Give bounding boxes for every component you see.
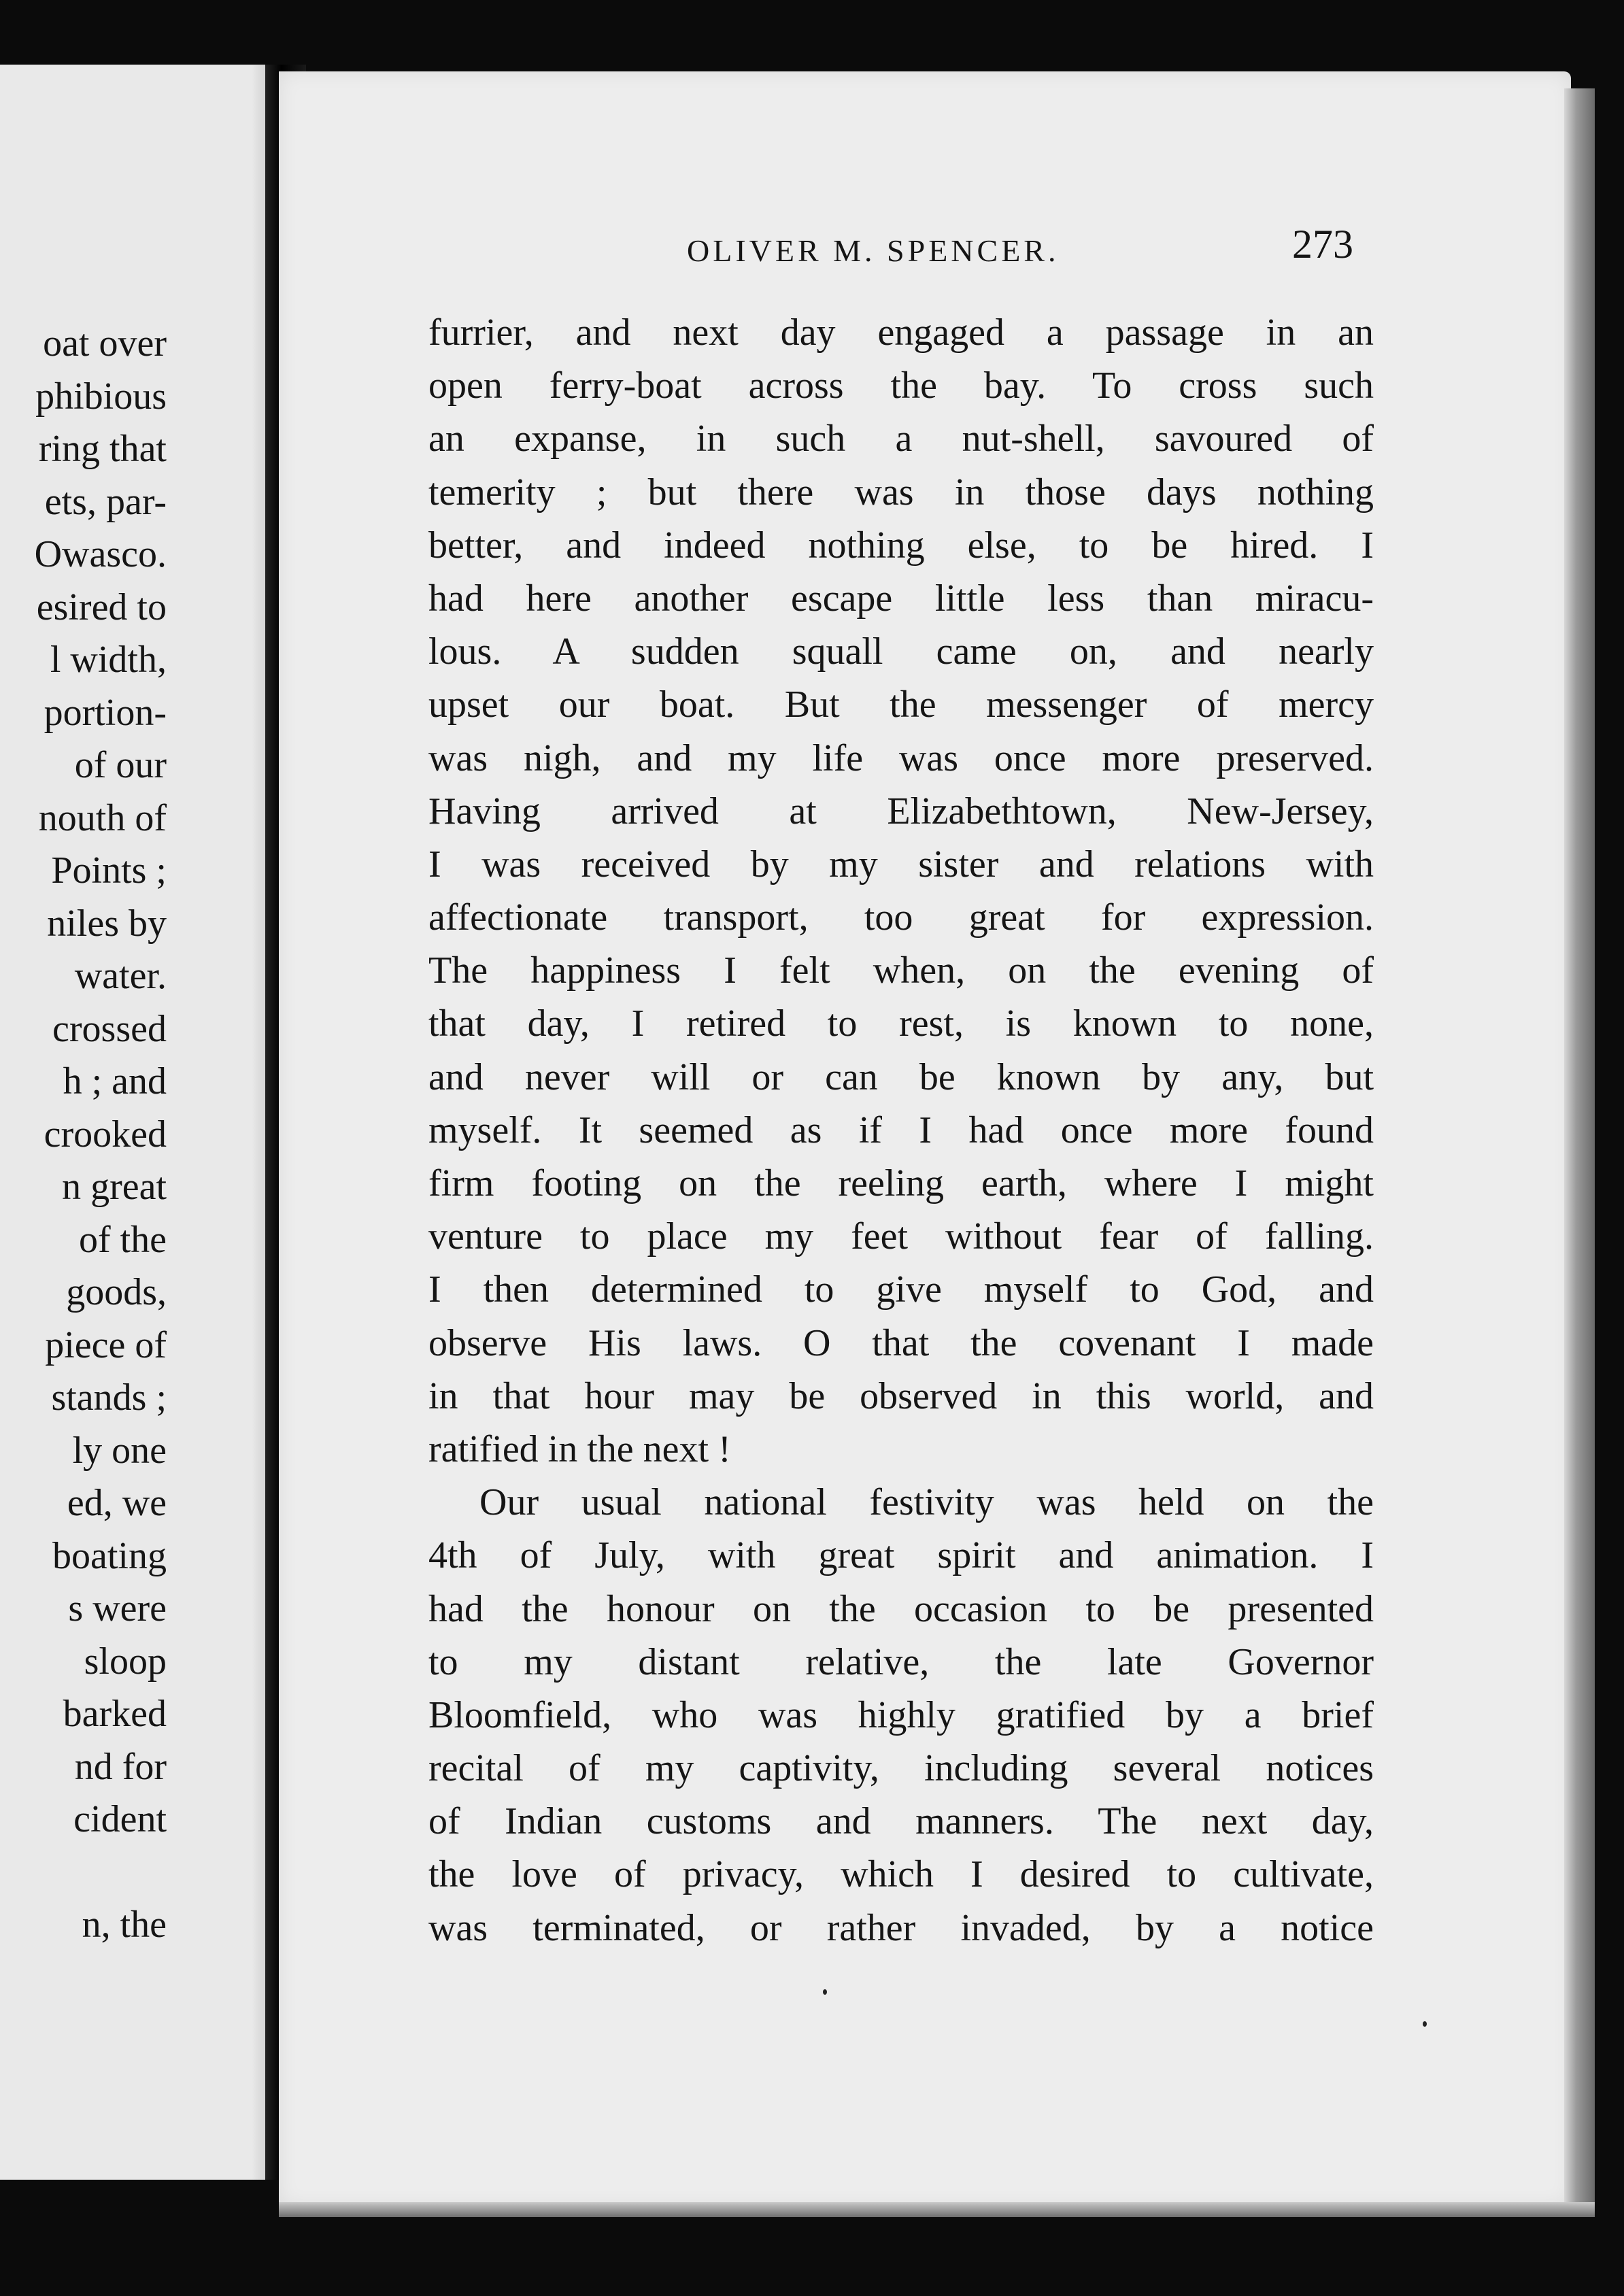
left-page-line: of our [74, 744, 167, 786]
left-page-line: portion- [44, 691, 167, 734]
text-line: ratified in the next ! [428, 1428, 731, 1470]
left-page-line: ly one [72, 1429, 167, 1472]
text-line: observe His laws. O that the covenant I made [428, 1321, 1374, 1364]
left-page-line: barked [63, 1693, 167, 1735]
page-number: 273 [1292, 222, 1353, 267]
left-page-line: Points ; [51, 849, 167, 892]
text-line: temerity ; but there was in those days nothing [428, 471, 1374, 513]
left-page-line: cident [73, 1798, 167, 1840]
text-line: of Indian customs and manners. The next day, [428, 1800, 1374, 1843]
left-page-line: oat over [43, 322, 167, 365]
print-speck [1423, 2021, 1427, 2027]
text-line: venture to place my feet without fear of falling. [428, 1215, 1374, 1258]
text-line: had the honour on the occasion to be presented [428, 1587, 1374, 1630]
left-page-line: Owasco. [34, 533, 167, 575]
text-line: myself. It seemed as if I had once more found [428, 1109, 1374, 1151]
text-line: The happiness I felt when, on the evening of [428, 949, 1374, 992]
text-line: recital of my captivity, including several notices [428, 1747, 1374, 1790]
text-line: had here another escape little less than miracu- [428, 577, 1374, 620]
left-page-line: nouth of [38, 796, 167, 839]
text-line: was terminated, or rather invaded, by a notice [428, 1906, 1374, 1949]
left-page-line: esired to [36, 586, 167, 628]
page-bottom-edge [279, 2202, 1595, 2217]
left-page-line: s were [68, 1587, 167, 1630]
left-page-line: sloop [84, 1640, 167, 1683]
text-line: 4th of July, with great spirit and animation. I [428, 1534, 1374, 1577]
left-page-line: stands ; [51, 1377, 167, 1419]
text-line: open ferry-boat across the bay. To cross such [428, 365, 1374, 407]
text-line: to my distant relative, the late Governor [428, 1640, 1374, 1683]
text-line: furrier, and next day engaged a passage in an [428, 311, 1374, 354]
left-page-line: ets, par- [44, 480, 167, 523]
page-edge [1564, 88, 1595, 2210]
text-line: I was received by my sister and relations with [428, 843, 1374, 885]
body-text [428, 306, 1374, 1955]
text-line: that day, I retired to rest, is known to none, [428, 1002, 1374, 1045]
left-facing-page [0, 65, 279, 2180]
left-page-line: niles by [47, 902, 167, 945]
text-line: the love of privacy, which I desired to cultivate, [428, 1853, 1374, 1896]
left-page-line: crooked [44, 1113, 167, 1155]
text-line: and never will or can be known by any, but [428, 1056, 1374, 1098]
text-line: Having arrived at Elizabethtown, New-Jersey, [428, 790, 1374, 832]
print-speck [823, 1989, 827, 1995]
text-line: upset our boat. But the messenger of mercy [428, 683, 1374, 726]
text-line: an expanse, in such a nut-shell, savoured of [428, 418, 1374, 460]
left-page-line: crossed [52, 1007, 167, 1050]
left-page-line: of the [78, 1218, 167, 1261]
left-page-line: nd for [74, 1745, 167, 1788]
running-head: OLIVER M. SPENCER. [687, 233, 1060, 268]
text-line: was nigh, and my life was once more preserved. [428, 737, 1374, 779]
text-line: better, and indeed nothing else, to be hired. I [428, 524, 1374, 567]
left-page-line: boating [52, 1534, 167, 1577]
left-page-line: l width, [50, 639, 167, 681]
left-page-line: goods, [66, 1271, 167, 1313]
left-page-line: piece of [45, 1323, 167, 1366]
left-page-line: h ; and [63, 1060, 167, 1102]
text-line: affectionate transport, too great for expression. [428, 896, 1374, 939]
left-page-line: phibious [35, 375, 167, 418]
left-page-line: ed, we [67, 1482, 167, 1524]
text-line: Bloomfield, who was highly gratified by a brief [428, 1693, 1374, 1736]
text-line: firm footing on the reeling earth, where I might [428, 1162, 1374, 1204]
left-page-line: water. [74, 955, 167, 997]
left-page-line: n, the [82, 1904, 167, 1946]
text-line: I then determined to give myself to God, and [428, 1268, 1374, 1311]
text-line: lous. A sudden squall came on, and nearly [428, 630, 1374, 673]
text-line: Our usual national festivity was held on the [479, 1481, 1374, 1524]
left-page-line: ring that [38, 428, 167, 470]
left-page-line: n great [62, 1166, 167, 1208]
text-line: in that hour may be observed in this world, and [428, 1374, 1374, 1417]
